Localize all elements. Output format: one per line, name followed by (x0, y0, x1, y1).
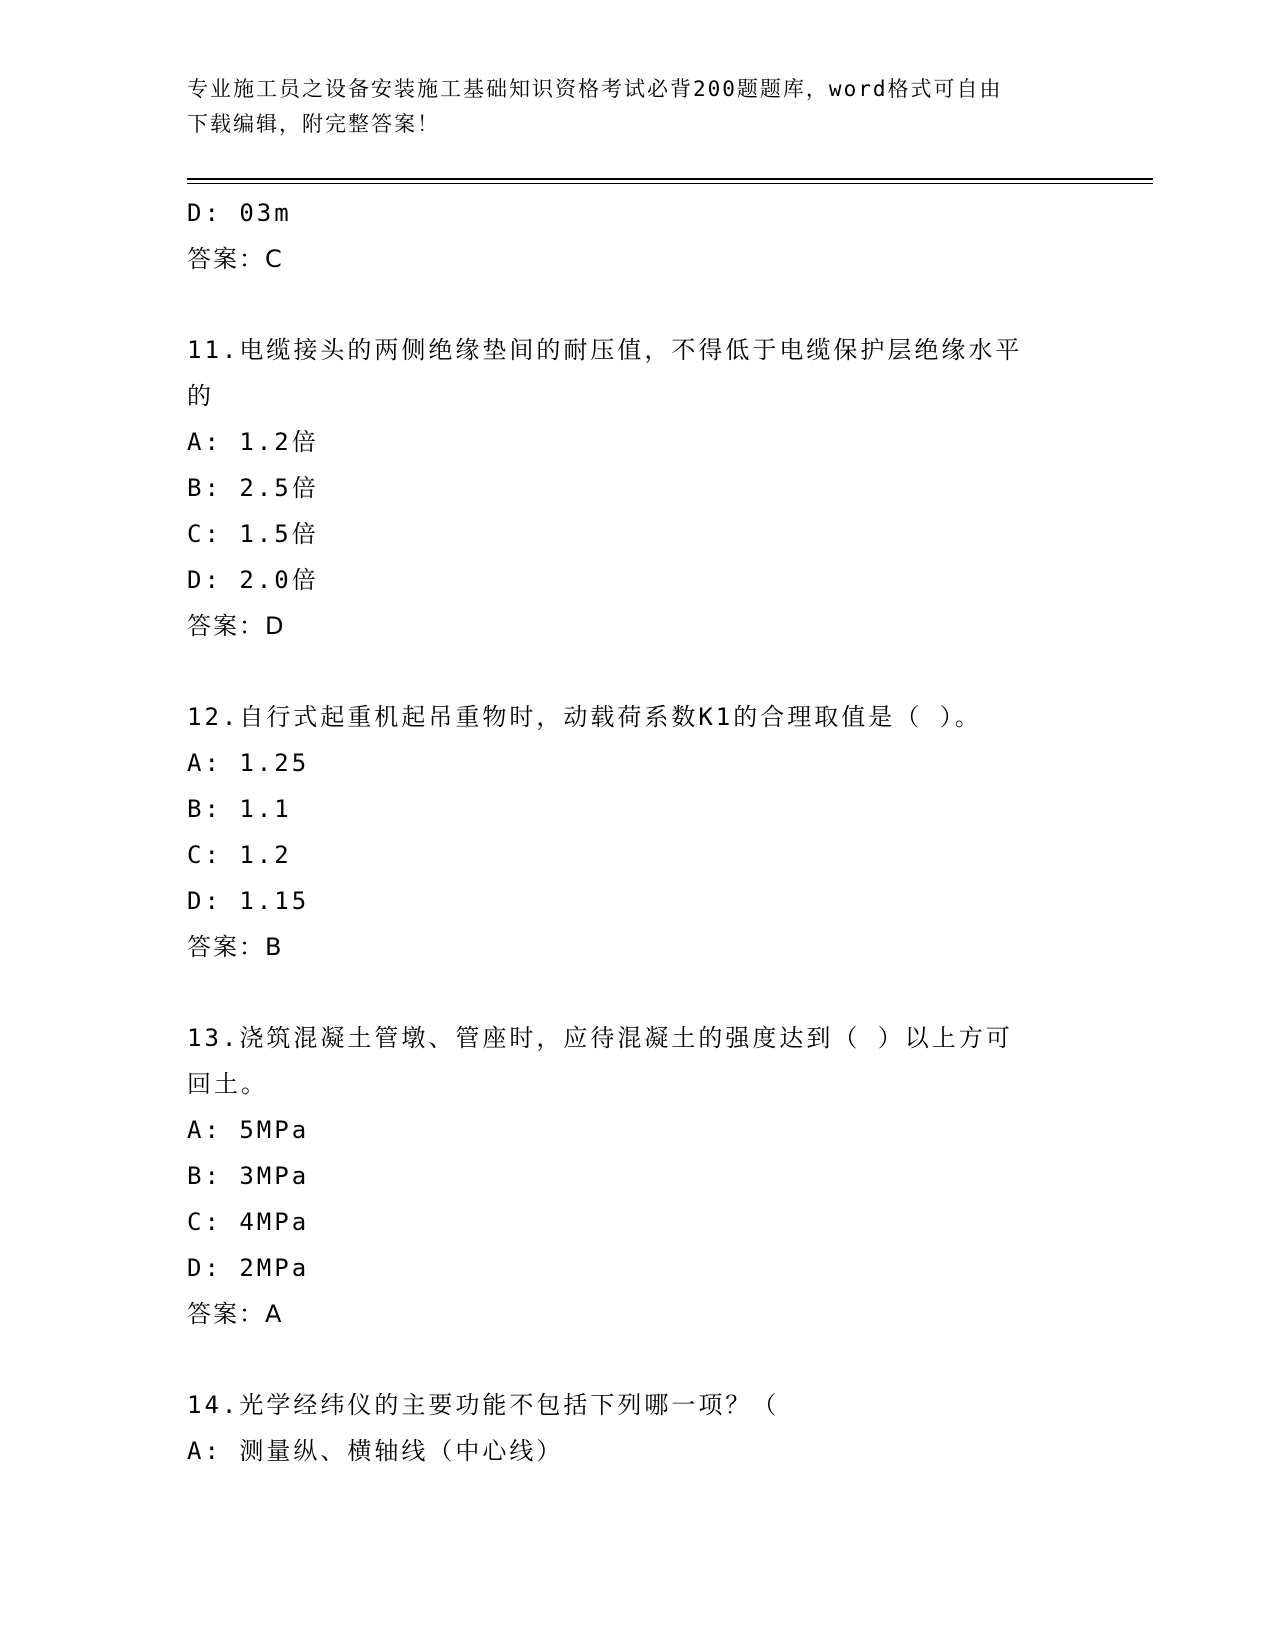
option-c: C: 4MPa (187, 1208, 310, 1236)
option-d: D: 1.15 (187, 887, 310, 915)
question-11 (187, 327, 1087, 649)
option-c: C: 1.2 (187, 841, 292, 869)
question-stem: 13.浇筑混凝土管墩、管座时，应待混凝土的强度达到（ ）以上方可 (187, 1024, 1013, 1052)
answer-line: 答案：B (187, 933, 284, 961)
question-stem: 14.光学经纬仪的主要功能不包括下列哪一项？（ (187, 1391, 780, 1419)
option-b: B: 3MPa (187, 1162, 310, 1190)
previous-question-tail (187, 190, 1087, 282)
option-b: B: 2.5倍 (187, 474, 319, 502)
question-12 (187, 694, 1087, 970)
answer-line: 答案：C (187, 245, 284, 273)
document-body (187, 190, 1087, 1474)
option-c: C: 1.5倍 (187, 520, 319, 548)
option-d: D: 2MPa (187, 1254, 310, 1282)
question-13 (187, 1015, 1087, 1337)
header-rule-thin (187, 183, 1153, 184)
header-line-2: 下载编辑，附完整答案！ (187, 112, 440, 136)
header-line-1: 专业施工员之设备安装施工基础知识资格考试必背200题题库，word格式可自由 (187, 77, 1003, 101)
question-stem: 11.电缆接头的两侧绝缘垫间的耐压值，不得低于电缆保护层绝缘水平 (187, 336, 1023, 364)
answer-line: 答案：A (187, 1300, 284, 1328)
option-a: A: 5MPa (187, 1116, 310, 1144)
question-14 (187, 1382, 1087, 1474)
question-stem: 12.自行式起重机起吊重物时，动载荷系数K1的合理取值是（ ）。 (187, 703, 982, 731)
option-a: A: 1.25 (187, 749, 310, 777)
header-rule-thick (187, 178, 1153, 180)
document-header (187, 72, 1087, 142)
option-d: D: 03m (187, 199, 292, 227)
question-stem-continued: 回土。 (187, 1070, 268, 1098)
answer-line: 答案：D (187, 612, 286, 640)
option-b: B: 1.1 (187, 795, 292, 823)
option-a: A: 1.2倍 (187, 428, 319, 456)
question-stem-continued: 的 (187, 382, 214, 410)
option-d: D: 2.0倍 (187, 566, 319, 594)
option-a: A: 测量纵、横轴线（中心线） (187, 1437, 564, 1465)
